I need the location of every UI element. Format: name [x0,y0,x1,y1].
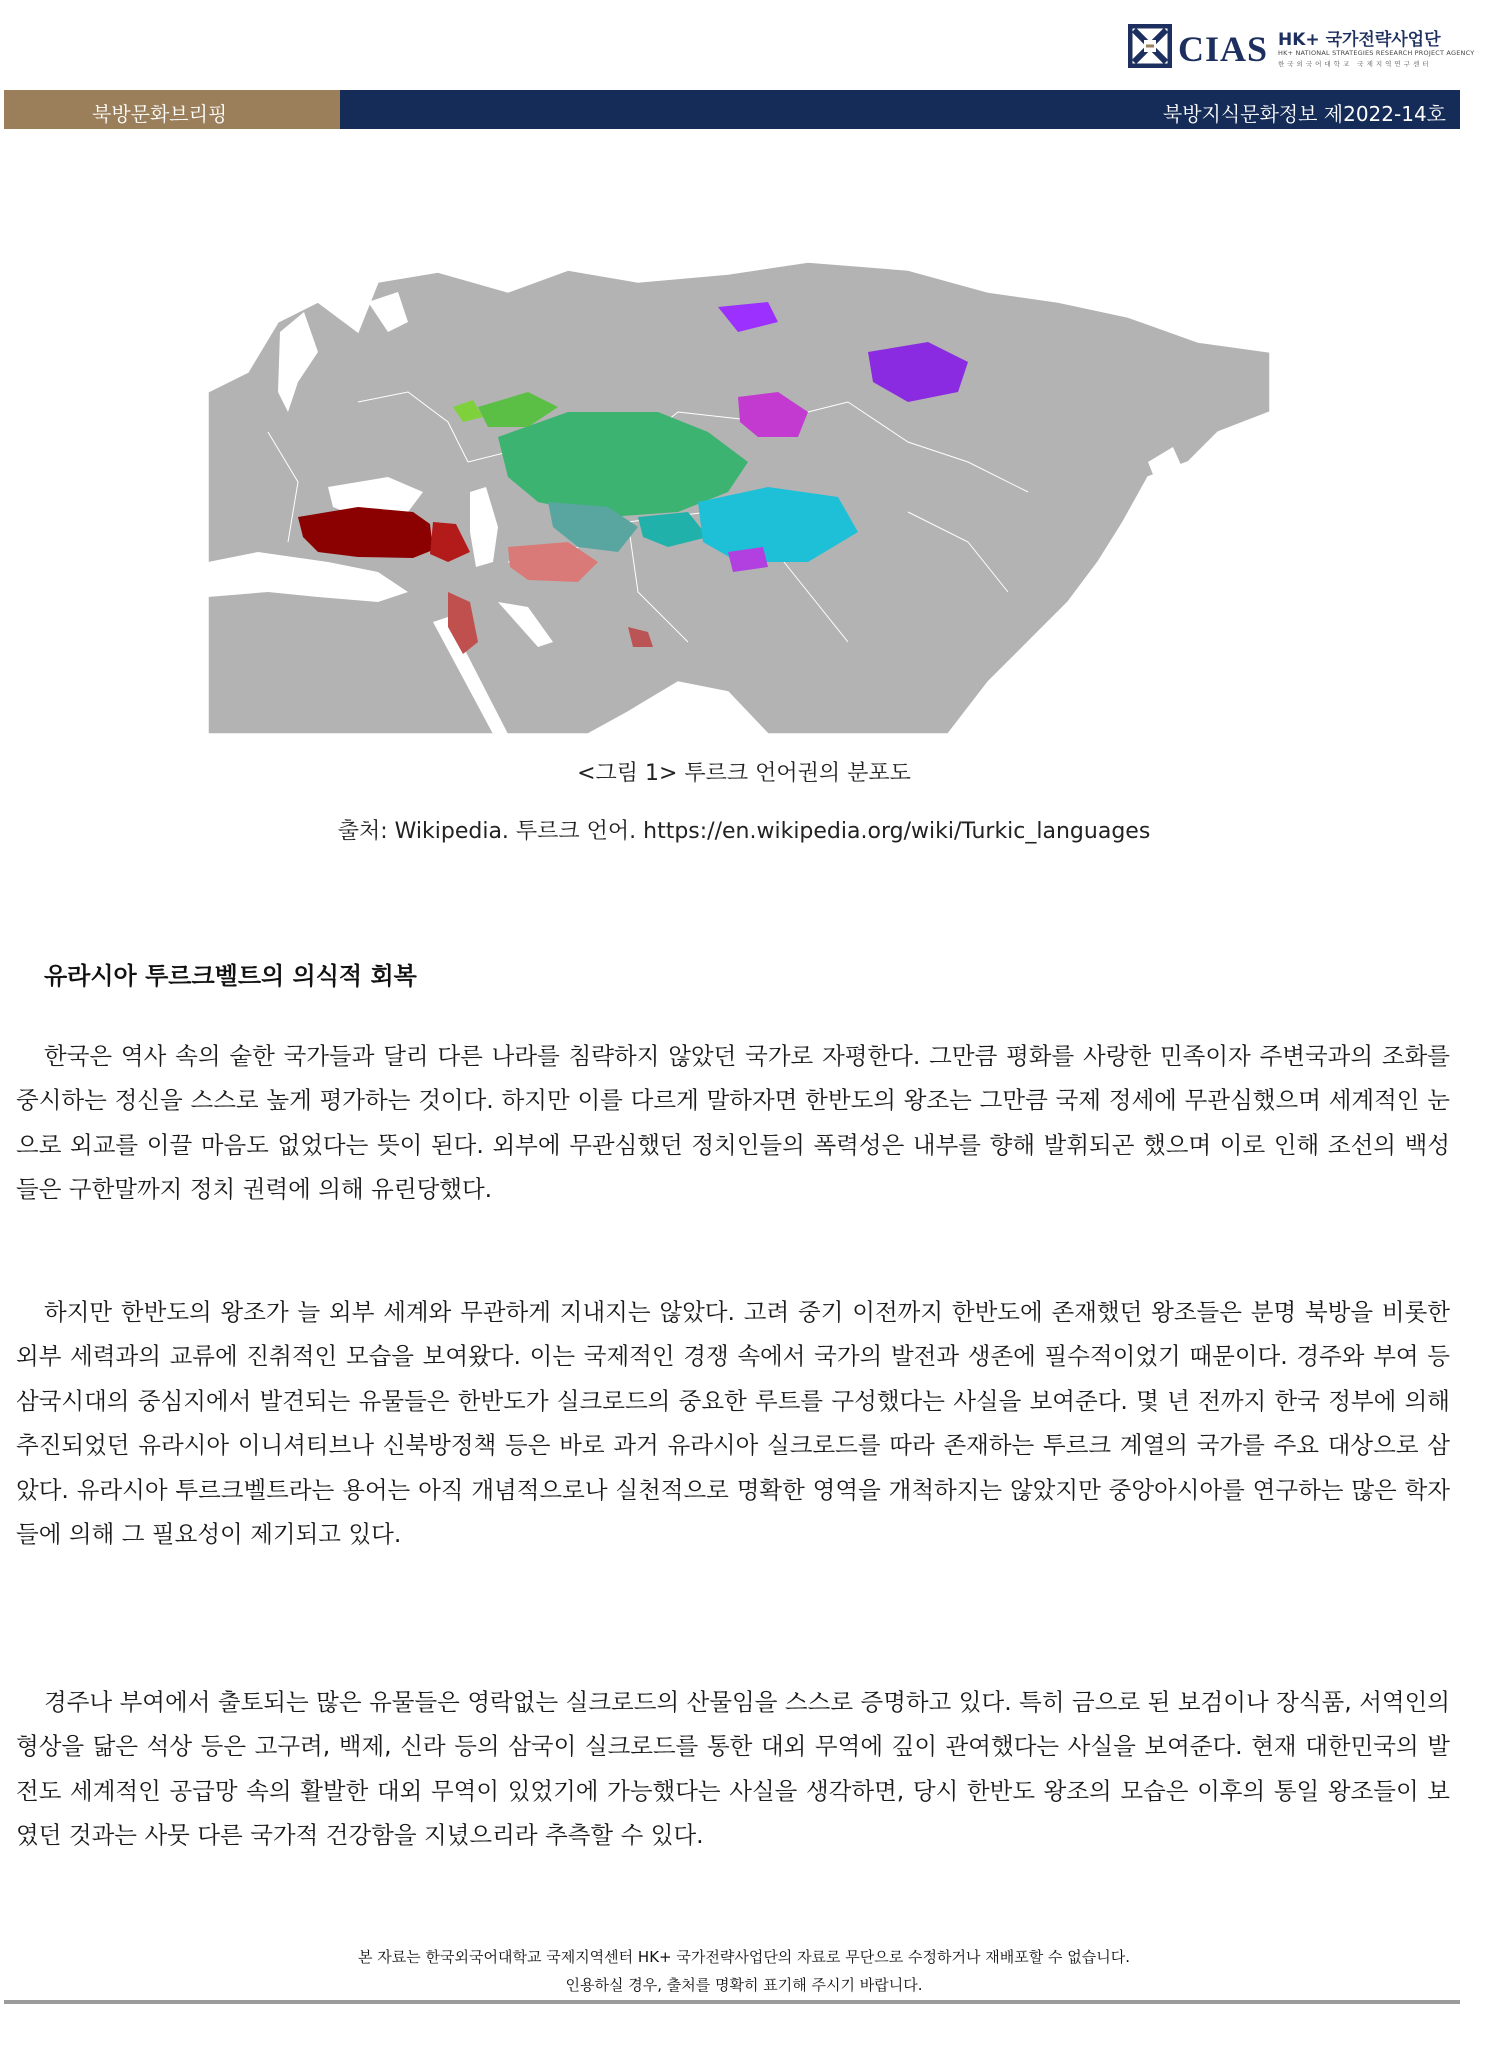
cias-logo [1128,22,1475,74]
paragraph: 한국은 역사 속의 숱한 국가들과 달리 다른 나라를 침략하지 않았던 국가로 자평한다. 그만큼 평화를 사랑한 민족이자 주변국과의 조화를 중시하는 정신을 스스로 높게 평가하는 것이다. 하지만 이를 다르게 말하자면 한반도의 왕조는 그만큼 국제 정세에 무관심했으며 세계적인 눈으로 외교를 이끌 마음도 없었다는 뜻이 된다. 외부에 무관심했던 정치인들의 폭력성은 내부를 향해 발휘되곤 했으며 이로 인해 조선의 백성들은 구한말까지 정치 권력에 의해 유린당했다. [16,1041,1450,1203]
region-turkish [298,507,433,558]
issue-label: 북방지식문화정보 제2022-14호 [1162,102,1446,126]
footer-request: 인용하실 경우, 출처를 명확히 표기해 주시기 바랍니다. [565,1976,923,1994]
header-bar [4,90,1460,129]
turkic-languages-map [208,262,1270,734]
section-heading: 유라시아 투르크벨트의 의식적 회복 [44,962,417,990]
logo-agency-name: HK+ 국가전략사업단 [1278,30,1441,50]
section-label: 북방문화브리핑 [92,102,228,126]
paragraph: 경주나 부여에서 출토되는 많은 유물들은 영락없는 실크로드의 산물임을 스스로 증명하고 있다. 특히 금으로 된 보검이나 장식품, 서역인의 형상을 닮은 석상 등은 고구려, 백제, 신라 등의 삼국이 실크로드를 통한 대외 무역에 깊이 관여했다는 사실을 보여준다. 현재 대한민국의 발전도 세계적인 공급망 속의 활발한 대외 무역이 있었기에 가능했다는 사실을 생각하면, 당시 한반도 왕조의 모습은 이후의 통일 왕조들이 보였던 것과는 사뭇 다른 국가적 건강함을 지녔으리라 추측할 수 있다. [16,1687,1450,1849]
logo-korean-subtitle: 한국외국어대학교 국제지역연구센터 [1278,60,1432,68]
issue-label-block [340,90,1460,129]
section-label-block [4,90,340,129]
figure-source: 출처: Wikipedia. 투르크 언어. https://en.wikipedia.org/wiki/Turkic_languages [337,819,1151,844]
cias-logo-mark-icon [1128,24,1172,68]
logo-english-name: HK+ NATIONAL STRATEGIES RESEARCH PROJECT AGENCY [1278,49,1475,57]
paragraph: 하지만 한반도의 왕조가 늘 외부 세계와 무관하게 지내지는 않았다. 고려 중기 이전까지 한반도에 존재했던 왕조들은 분명 북방을 비롯한 외부 세력과의 교류에 진취적인 모습을 보여왔다. 이는 국제적인 경쟁 속에서 국가의 발전과 생존에 필수적이었기 때문이다. 경주와 부여 등 삼국시대의 중심지에서 발견되는 유물들은 한반도가 실크로드의 중요한 루트를 구성했다는 사실을 보여준다. 몇 년 전까지 한국 정부에 의해 추진되었던 유라시아 이니셔티브나 신북방정책 등은 바로 과거 유라시아 실크로드를 따라 존재하는 투르크 계열의 국가를 주요 대상으로 삼았다. 유라시아 투르크벨트라는 용어는 아직 개념적으로나 실천적으로 명확한 영역을 개척하지는 않았지만 중앙아시아를 연구하는 많은 학자들에 의해 그 필요성이 제기되고 있다. [16,1297,1450,1548]
footer-divider [4,2000,1460,2004]
logo-wordmark: CIAS [1178,29,1269,69]
figure-caption: <그림 1> 투르크 언어권의 분포도 [577,761,911,786]
footer-notice: 본 자료는 한국외국어대학교 국제지역센터 HK+ 국가전략사업단의 자료로 무단으로 수정하거나 재배포할 수 없습니다. [358,1948,1130,1966]
